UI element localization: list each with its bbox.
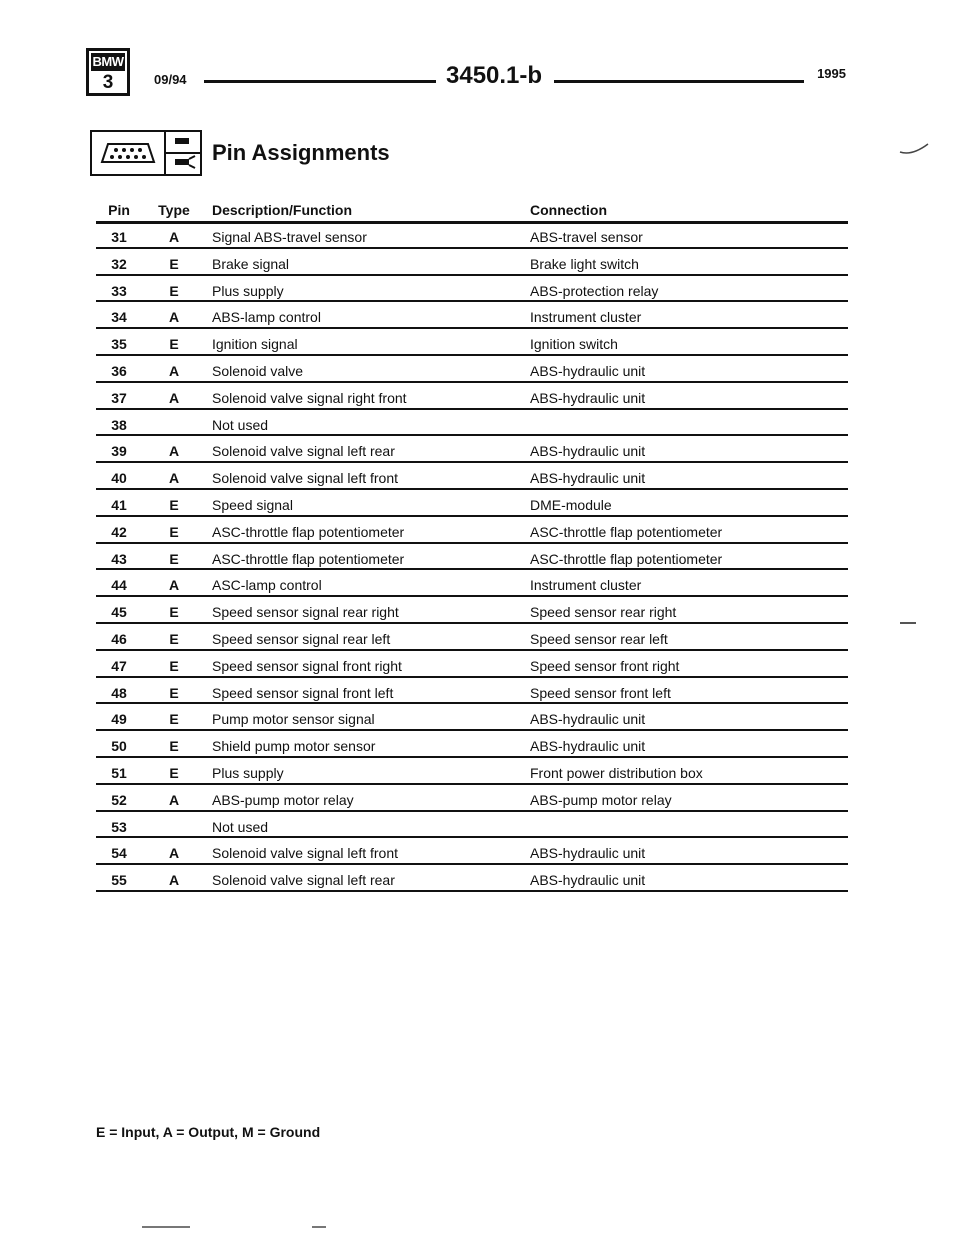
pin-cell: 45 [111,604,127,621]
description-cell: Ignition signal [212,336,298,353]
description-cell: Solenoid valve signal left rear [212,872,395,889]
table-row [96,329,848,356]
page-header [86,48,846,100]
description-cell: Solenoid valve [212,362,304,379]
connector-plug-icon [92,132,164,174]
pin-cell: 48 [111,684,127,701]
connection-cell: Instrument cluster [530,309,642,326]
description-cell: Pump motor sensor signal [212,711,375,728]
connection-cell: ABS-hydraulic unit [530,362,646,379]
connection-cell: Speed sensor rear left [530,630,668,647]
connection-cell: ABS-pump motor relay [530,791,672,808]
header-year: 1995 [817,66,846,81]
type-cell: E [169,496,179,513]
pin-cell: 37 [111,389,127,406]
connection-cell: Front power distribution box [530,764,703,781]
connection-cell: ABS-hydraulic unit [530,389,646,406]
type-cell: E [169,764,179,781]
header-rule-left [204,80,436,83]
description-cell: Plus supply [212,764,284,781]
scan-mark [900,622,916,624]
pin-cell: 44 [111,577,127,594]
table-row [96,838,848,865]
table-row [96,758,848,785]
connection-cell: Instrument cluster [530,577,642,594]
table-row [96,383,848,410]
table-row [96,490,848,517]
connector-pin-icon [90,130,202,176]
type-cell: E [169,523,179,540]
table-row [96,249,848,276]
type-cell: A [168,362,180,379]
pin-cell: 43 [111,550,127,567]
pin-assignment-table [96,196,848,892]
type-cell: E [169,550,179,567]
type-cell: A [168,577,180,594]
pin-cell: 46 [111,630,127,647]
pin-cell: 38 [111,416,127,433]
description-cell: ASC-lamp control [212,577,322,594]
pin-cell: 50 [111,738,127,755]
type-cell: A [168,309,180,326]
connection-cell: ABS-travel sensor [530,229,643,245]
description-cell: ASC-throttle flap potentiometer [212,550,405,567]
pin-cell: 32 [111,255,127,272]
type-cell: A [168,229,180,245]
header-date: 09/94 [154,72,187,87]
header-connection: Connection [530,202,607,218]
table-row [96,222,848,249]
type-cell: E [169,657,179,674]
table-row [96,678,848,705]
table-row [96,302,848,329]
description-cell: ABS-pump motor relay [212,791,354,808]
pin-cell: 35 [111,336,127,353]
connection-cell: ABS-hydraulic unit [530,443,646,460]
header-description: Description/Function [212,202,352,218]
description-cell: Solenoid valve signal left front [212,470,398,487]
type-cell: A [168,443,180,460]
table-row [96,544,848,571]
description-cell: Not used [212,818,269,835]
bmw-3-logo [86,48,130,96]
header-pin: Pin [108,202,130,218]
type-cell: E [169,282,179,299]
type-legend: E = Input, A = Output, M = Ground [96,1124,321,1140]
description-cell: Solenoid valve signal left rear [212,443,395,460]
description-cell: Speed sensor signal front left [212,684,394,701]
type-cell: A [168,872,180,889]
table-row [96,436,848,463]
pin-cell: 40 [111,470,127,487]
connection-cell: Ignition switch [530,336,618,353]
table-row [96,731,848,758]
pin-cell: 52 [111,791,127,808]
table-row [96,651,848,678]
pin-cell: 47 [111,657,127,674]
description-cell: Speed sensor signal front right [212,657,402,674]
pin-cell: 55 [111,872,127,889]
connection-cell: ABS-protection relay [530,282,659,299]
description-cell: Speed sensor signal rear left [212,630,391,647]
description-cell: Signal ABS-travel sensor [212,229,367,245]
pin-cell: 51 [111,764,127,781]
table-row [96,356,848,383]
table-header [96,196,848,222]
header-type: Type [158,202,190,218]
pin-cell: 42 [111,523,127,540]
pin-cell: 34 [111,309,127,326]
type-cell: E [169,738,179,755]
pin-cell: 41 [111,496,127,513]
header-rule-right [554,80,804,83]
document-code: 3450.1-b [446,62,543,89]
connection-cell: Speed sensor front right [530,657,680,674]
description-cell: Brake signal [212,255,290,272]
table-row [96,812,848,839]
table-row [96,410,848,437]
connection-cell: Brake light switch [530,255,639,272]
connection-cell: Speed sensor rear right [530,604,677,621]
table-row [96,785,848,812]
connection-cell: ABS-hydraulic unit [530,872,646,889]
type-cell: E [169,684,179,701]
pin-cell: 49 [111,711,127,728]
type-cell: E [169,255,179,272]
description-cell: ABS-lamp control [212,309,321,326]
type-cell: E [169,336,179,353]
table-row [96,865,848,892]
footer-mark [142,1226,190,1228]
page-title: Pin Assignments [212,140,390,165]
connection-cell: ABS-hydraulic unit [530,470,646,487]
connection-cell: ASC-throttle flap potentiometer [530,550,723,567]
table-row [96,704,848,731]
pin-cell: 39 [111,443,127,460]
pin-cell: 54 [111,845,127,862]
type-cell: A [168,470,180,487]
description-cell: Solenoid valve signal left front [212,845,398,862]
logo-series: 3 [102,72,114,93]
table-row [96,463,848,490]
scan-mark-icon [898,142,932,158]
description-cell: Speed signal [212,496,293,513]
table-row [96,597,848,624]
table-row [96,276,848,303]
table-row [96,517,848,544]
description-cell: Shield pump motor sensor [212,738,376,755]
type-cell: E [169,630,179,647]
description-cell: Speed sensor signal rear right [212,604,399,621]
pin-cell: 33 [111,282,127,299]
description-cell: Solenoid valve signal right front [212,389,407,406]
type-cell: E [169,604,179,621]
table-body [96,222,848,892]
pin-cell: 53 [111,818,127,835]
logo-brand: BMW [92,54,124,69]
pin-cell: 31 [111,229,127,245]
connection-cell: ABS-hydraulic unit [530,738,646,755]
table-row [96,570,848,597]
type-cell: A [168,791,180,808]
connection-cell: DME-module [530,496,612,513]
pin-cell: 36 [111,362,127,379]
footer-mark [312,1226,326,1228]
row-rule [96,890,848,892]
connection-cell: ASC-throttle flap potentiometer [530,523,723,540]
type-cell: A [168,845,180,862]
description-cell: ASC-throttle flap potentiometer [212,523,405,540]
connection-cell: ABS-hydraulic unit [530,711,646,728]
type-cell: E [169,711,179,728]
connection-cell: Speed sensor front left [530,684,671,701]
connection-cell: ABS-hydraulic unit [530,845,646,862]
table-row [96,624,848,651]
description-cell: Plus supply [212,282,284,299]
description-cell: Not used [212,416,269,433]
type-cell: A [168,389,180,406]
